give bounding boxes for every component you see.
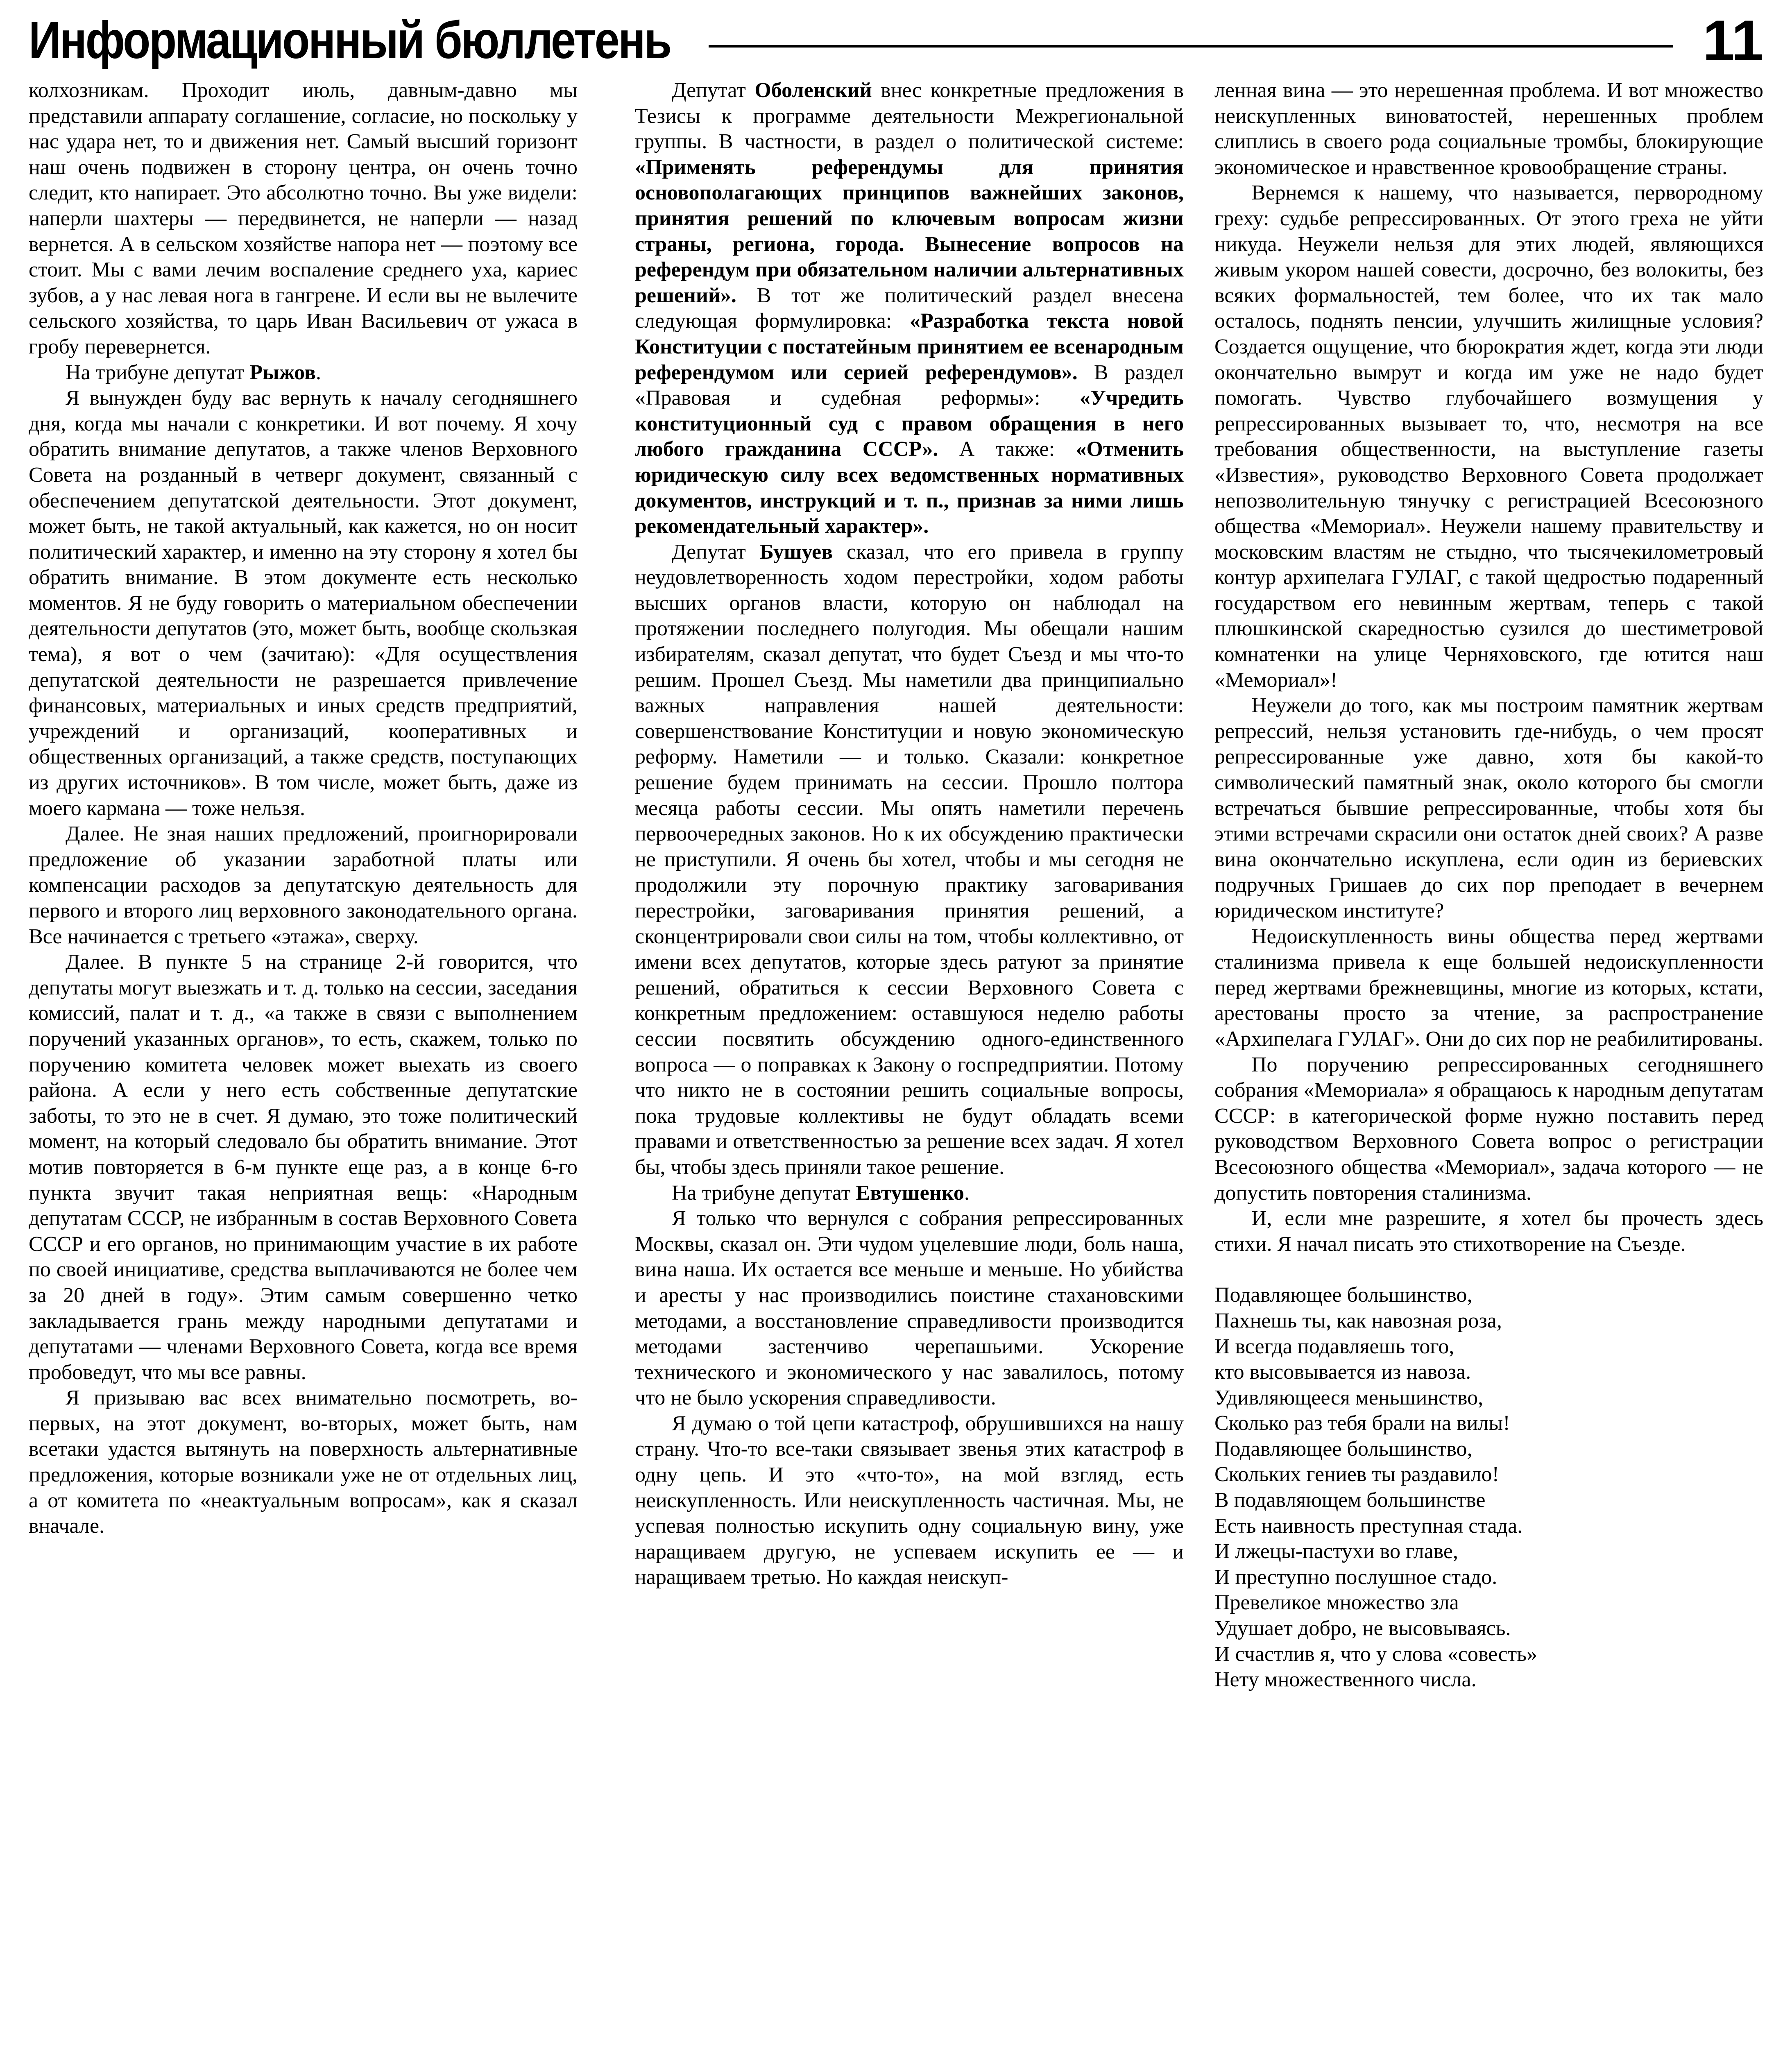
paragraph: ленная вина — это нерешенная проблема. И вот множество неискупленных виноватостей, нерешенных проблем слиплись в своего рода социальные тромбы, блокирующие экономическое и нравственное кровообращение страны. <box>1214 79 1763 179</box>
article-columns <box>29 78 1763 2048</box>
poem-line: Есть наивность преступная стада. <box>1214 1514 1523 1538</box>
paragraph: По поручению репрессированных сегодняшнего собрания «Мемориала» я обращаюсь к народным депутатам СССР: в категорической форме нужно поставить перед руководством Верховного Совета вопрос о регистрации Всесоюзного общества «Мемориал», задача которого — не допустить повторения сталинизма. <box>1214 1053 1763 1205</box>
paragraph: Недоискупленность вины общества перед жертвами сталинизма привела к еще большей недоискупленности перед жертвами брежневщины, многие из которых, кстати, арестованы просто за чтение, за распространение «Архипелага ГУЛАГ». Они до сих пор не реабилитированы. <box>1214 924 1763 1051</box>
poem <box>1214 1282 1763 1693</box>
poem-line: Подавляющее большинство, <box>1214 1437 1473 1461</box>
bold-quote: «Применять референдумы для принятия основополагающих принципов важнейших законов, принятия решений по ключевым вопросам жизни страны, региона, города. Вынесение вопросов на референдум при обязательном наличии альтернативных решений». <box>635 155 1184 307</box>
paragraph-text: сказал, что его привела в группу неудовлетворенность ходом перестройки, ходом работы высших органов власти, которую он наблюдал на протяжении последнего полугодия. Мы обещали нашим избирателям, сказал депутат, что будет Съезд и мы что-то решим. Прошел Съезд. Мы наметили два принципиально важных направления нашей деятельности: совершенствование Конституции и новую экономическую реформу. Наметили — и только. Сказали: конкретное решение будем принимать на сессии. Прошло полтора месяца работы сессии. Мы опять наметили перечень первоочередных законов. Но к их обсуждению практически не приступили. Я очень бы хотел, чтобы и мы сегодня не продолжили эту порочную практику заговаривания перестройки, заговаривания принятия решений, а сконцентрировали свои силы на том, чтобы коллективно, от имени всех депутатов, которые здесь ратуют за принятие решений, обратиться к сессии Верховного Совета с конкретным предложением: оставшуюся неделю работы сессии посвятить обсуждению одного-единственного вопроса — о поправках к Закону о госпредприятии. Потому что никто не в состоянии решить социальные вопросы, пока трудовые коллективы не будут обладать всеми правами и ответственностью за решение всех задач. Я хотел бы, чтобы здесь приняли такое решение. <box>635 540 1184 1179</box>
page-header <box>29 6 1763 75</box>
paragraph: Вернемся к нашему, что называется, первородному греху: судьбе репрессированных. От этого греха не уйти никуда. Неужели нельзя для этих людей, являющихся живым укором нашей совести, досрочно, без волокиты, без всяких формальностей, тем более, что их так мало осталось, поднять пенсии, улучшить жилищные условия? Создается ощущение, что бюрократия ждет, когда эти люди окончательно вымрут и когда им уже не надо будет помогать. Чувство глубочайшего возмущения у репрессированных вызывает то, что, несмотря на все требования общественности, на выступление газеты «Известия», руководство Верховного Совета продолжает непозволительную тянучку с регистрацией Всесоюзного общества «Мемориал». Неужели нашему правительству и московским властям не стыдно, что тысячекилометровый контур архипелага ГУЛАГ, с такой щедростью подаренный государством его невинным жертвам, теперь с такой плюшкинской скаредностью сузился до шестиметровой комнатенки на улице Черняховского, где ютится наш «Мемориал»! <box>1214 181 1763 692</box>
header-rule <box>709 45 1673 48</box>
paragraph-text: внес конкретные предложения в Тезисы к программе деятельности Межрегиональной группы. В частности, в раздел о политической системе: <box>635 79 1184 154</box>
paragraph <box>635 539 1184 1180</box>
paragraph: Далее. В пункте 5 на странице 2-й говорится, что депутаты могут выезжать и т. д. только на сессии, заседания комиссий, палат и т. д., «а также в связи с выполнением поручений указанных органов», то есть, скажем, только по поручению комитета человек может выехать из своего района. А если у него есть собственные депутатские заботы, то это не в счет. Я думаю, это тоже политический момент, на который следовало бы обратить внимание. Этот мотив повторяется в 6-м пункте еще раз, а в конце 6-го пункта звучит такая неприятная вещь: «Народным депутатам СССР, не избранным в состав Верховного Совета СССР и его органов, но принимающим участие в их работе по своей инициативе, средства выплачиваются не более чем за 20 дней в году». Этим самым совершенно четко закладывается грань между народными депутатами и депутатами — членами Верховного Совета, когда все время пробоведут, что мы все равны. <box>29 950 578 1384</box>
poem-line: Удушает добро, не высовываясь. <box>1214 1617 1511 1640</box>
paragraph: Я вынужден буду вас вернуть к началу сегодняшнего дня, когда мы начали с конкретики. И вот почему. Я хочу обратить внимание депутатов, а также членов Верховного Совета на розданный в четверг документ, связанный с обеспечением депутатской деятельности. Этот документ, может быть, не такой актуальный, как кажется, но он носит политический характер, и именно на эту сторону я хотел бы обратить внимание. В этом документе есть несколько моментов. Я не буду говорить о материальном обеспечении деятельности депутатов (это, может быть, вообще скользкая тема), я вот о чем (зачитаю): «Для осуществления депутатской деятельности не разрешается привлечение финансовых, материальных и иных средств предприятий, учреждений и организаций, кооперативных и общественных организаций, а также средств, поступающих из других источников». В том числе, может быть, даже из моего кармана — тоже нельзя. <box>29 386 578 820</box>
column-1 <box>29 78 578 2048</box>
paragraph-text: . <box>964 1181 970 1205</box>
paragraph-text: В раздел «Правовая и судебная реформы»: <box>635 360 1184 410</box>
poem-line: И преступно послушное стадо. <box>1214 1565 1497 1589</box>
poem-line: Нету множественного числа. <box>1214 1668 1477 1692</box>
paragraph: колхозникам. Проходит июль, давным-давно мы представили аппарату соглашение, согласие, но поскольку у нас удара нет, то и движения нет. Самый высший горизонт наш очень подвижен в сторону центра, он очень точно следит, кто напирает. Это абсолютно точно. Вы уже видели: наперли шахтеры — передвинется, не наперли — назад вернется. А в сельском хозяйстве напора нет — поэтому все стоит. Мы с вами лечим воспаление среднего уха, кариес зубов, а у нас левая нога в гангрене. И если вы не вылечите сельского хозяйства, то царь Иван Васильевич от ужаса в гробу перевернется. <box>29 79 578 358</box>
paragraph: Далее. Не зная наших предложений, проигнорировали предложение об указании заработной платы или компенсации расходов за депутатскую деятельность для первого и второго лиц верховного законодательного органа. Все начинается с третьего «этажа», сверху. <box>29 822 578 948</box>
speaker-name: Евтушенко <box>856 1181 964 1205</box>
paragraph: Я только что вернулся с собрания репрессированных Москвы, сказал он. Эти чудом уцелевшие люди, боль наша, вина наша. Их остается все меньше и меньше. Но убийства и аресты у нас производились поистине стахановскими методами, а восстановление справедливости производится методами застенчиво черепашьими. Ускорение технического и экономического у нас завалилось, потому что не было ускорения справедливости. <box>635 1207 1184 1410</box>
poem-line: Подавляющее большинство, <box>1214 1283 1473 1307</box>
paragraph <box>635 78 1184 539</box>
paragraph-text: Депутат <box>672 79 755 102</box>
paragraph: Я думаю о той цепи катастроф, обрушившихся на нашу страну. Что-то все-таки связывает звенья этих катастроф в одну цепь. И это «что-то», на мой взгляд, есть неискупленность. Или неискупленность частичная. Мы, не успевая полностью искупить одну социальную вину, уже наращиваем другую, не успеваем искупить ее — и наращиваем третью. Но каждая неискуп- <box>635 1411 1184 1589</box>
poem-line: Удивляющееся меньшинство, <box>1214 1386 1484 1409</box>
page-number: 11 <box>1703 8 1763 72</box>
bold-quote: «Отменить юридическую силу всех ведомственных нормативных документов, инструкций и т. п., признав за ними лишь рекомендательный характер». <box>635 437 1184 538</box>
paragraph-text: На трибуне депутат <box>66 360 250 384</box>
column-3 <box>1214 78 1763 2048</box>
bold-quote: «Разработка текста новой Конституции с постатейным принятием ее всенародным референдумом или серией референдумов». <box>635 309 1184 384</box>
poem-line: Скольких гениев ты раздавило! <box>1214 1463 1499 1486</box>
poem-line: И лжецы-пастухи во главе, <box>1214 1540 1459 1563</box>
column-2 <box>635 78 1184 2048</box>
paragraph-text: Депутат <box>672 540 760 564</box>
speaker-name: Оболенский <box>754 79 872 102</box>
poem-line: В подавляющем большинстве <box>1214 1488 1486 1512</box>
paragraph-text: . <box>315 360 321 384</box>
speaker-name: Рыжов <box>249 360 316 384</box>
paragraph: И, если мне разрешите, я хотел бы прочесть здесь стихи. Я начал писать это стихотворение на Съезде. <box>1214 1207 1763 1256</box>
poem-line: кто высовывается из навоза. <box>1214 1360 1471 1384</box>
paragraph-text: В тот же политический раздел внесена следующая формулировка: <box>635 283 1184 333</box>
paragraph-text: А также: <box>938 437 1076 461</box>
poem-line: Превеликое множество зла <box>1214 1591 1459 1615</box>
paragraph: Неужели до того, как мы построим памятник жертвам репрессий, нельзя установить где-нибудь, о чем просят репрессированные уже давно, хотя бы какой-то символический памятный знак, около которого бы смогли встречаться бывшие репрессированные, чтобы хотя бы этими встречами скрасили они остаток дней своих? А разве вина окончательно искуплена, если один из бериевских подручных Гришаев до сих пор преподает в вечернем юридическом институте? <box>1214 694 1763 922</box>
speaker-name: Бушуев <box>759 540 833 564</box>
poem-line: Сколько раз тебя брали на вилы! <box>1214 1411 1510 1435</box>
paragraph <box>635 1180 1184 1206</box>
newsletter-title: Информационный бюллетень <box>29 11 671 70</box>
poem-line: И счастлив я, что у слова «совесть» <box>1214 1642 1537 1666</box>
paragraph <box>29 360 578 386</box>
bold-quote: «Учредить конституционный суд с правом обращения в него любого гражданина СССР». <box>635 386 1184 461</box>
poem-line: Пахнешь ты, как навозная роза, <box>1214 1309 1502 1332</box>
paragraph: Я призываю вас всех внимательно посмотреть, во-первых, на этот документ, во-вторых, может быть, нам всетаки удастся вытянуть на поверхность альтернативные предложения, которые возникали уже не от отдельных лиц, а от комитета по «неактуальным вопросам», как я сказал вначале. <box>29 1386 578 1538</box>
paragraph-text: На трибуне депутат <box>672 1181 856 1205</box>
poem-line: И всегда подавляешь того, <box>1214 1334 1454 1358</box>
